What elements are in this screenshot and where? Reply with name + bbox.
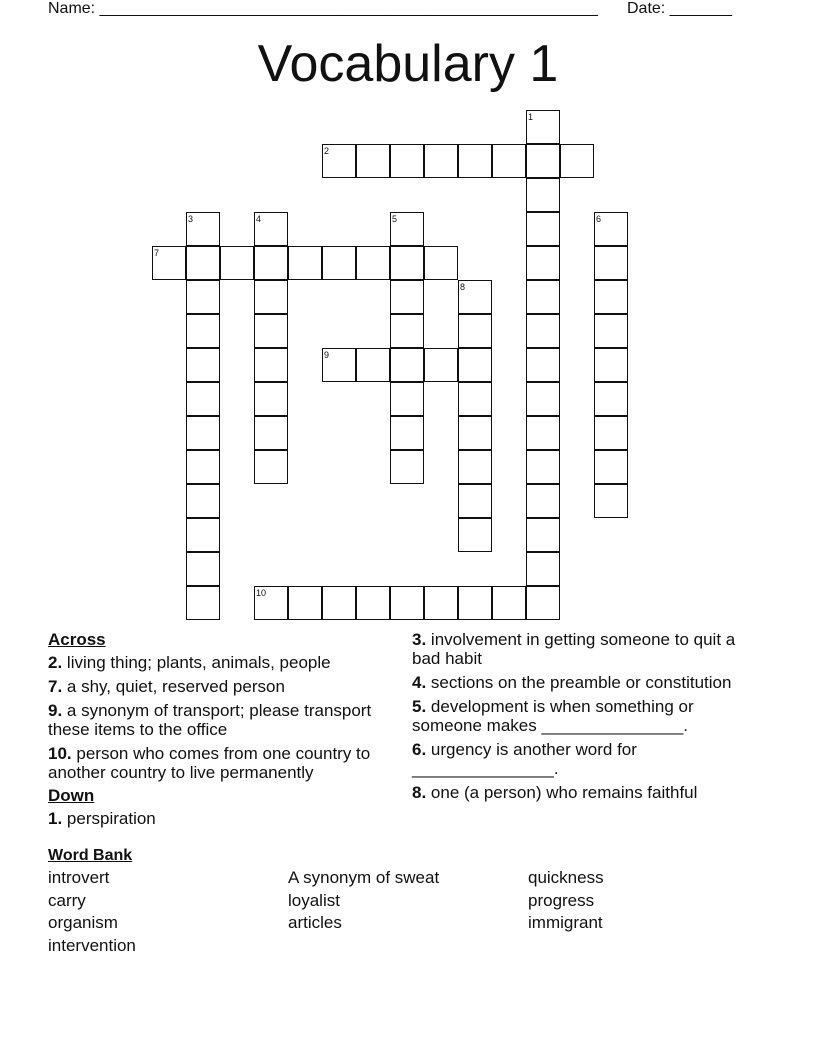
crossword-cell[interactable] [492, 586, 526, 620]
down-clue-4: 4. sections on the preamble or constitution [412, 673, 732, 692]
crossword-cell[interactable] [594, 416, 628, 450]
crossword-cell[interactable] [526, 518, 560, 552]
crossword-cell[interactable] [322, 246, 356, 280]
crossword-cell[interactable] [526, 246, 560, 280]
crossword-cell[interactable] [526, 314, 560, 348]
crossword-cell[interactable] [526, 212, 560, 246]
crossword-cell[interactable] [254, 382, 288, 416]
word-bank-item: organism [48, 913, 118, 932]
crossword-cell[interactable] [458, 586, 492, 620]
cell-number: 8 [460, 282, 466, 292]
cell-number: 10 [256, 588, 267, 598]
crossword-cell[interactable] [390, 586, 424, 620]
word-bank-item: articles [288, 913, 342, 932]
crossword-cell[interactable] [254, 246, 288, 280]
crossword-cell[interactable] [254, 348, 288, 382]
date-field-label: Date: _______ [627, 0, 732, 17]
crossword-cell[interactable] [356, 348, 390, 382]
crossword-cell[interactable] [254, 416, 288, 450]
crossword-cell[interactable] [322, 586, 356, 620]
crossword-cell[interactable] [458, 348, 492, 382]
crossword-cell[interactable] [254, 450, 288, 484]
cell-number: 6 [596, 214, 602, 224]
crossword-cell[interactable] [356, 246, 390, 280]
crossword-cell[interactable] [526, 416, 560, 450]
cell-number: 7 [154, 248, 160, 258]
crossword-cell[interactable] [390, 280, 424, 314]
word-bank-column-1 [48, 867, 136, 957]
across-clue-9: 9. a synonym of transport; please transport these items to the office [48, 701, 372, 739]
crossword-cell[interactable] [594, 246, 628, 280]
word-bank-heading: Word Bank [48, 847, 133, 864]
crossword-cell[interactable] [594, 314, 628, 348]
crossword-cell[interactable] [424, 246, 458, 280]
crossword-cell[interactable] [390, 382, 424, 416]
crossword-cell[interactable] [186, 450, 220, 484]
crossword-cell[interactable] [526, 144, 560, 178]
crossword-cell[interactable] [526, 450, 560, 484]
down-clue-1: 1. perspiration [48, 809, 156, 828]
down-clue-5: 5. development is when something or someone makes _______________. [412, 697, 694, 735]
word-bank-column-3 [528, 867, 604, 935]
down-clue-6: 6. urgency is another word for _______________. [412, 740, 637, 778]
crossword-cell[interactable] [390, 416, 424, 450]
cell-number: 4 [256, 214, 262, 224]
word-bank-item: A synonym of sweat [288, 868, 440, 887]
crossword-cell[interactable] [390, 144, 424, 178]
crossword-cell[interactable] [390, 246, 424, 280]
crossword-cell[interactable] [594, 450, 628, 484]
word-bank-item: carry [48, 890, 86, 910]
word-bank-item: loyalist [288, 890, 340, 910]
cell-number: 3 [188, 214, 194, 224]
crossword-cell[interactable] [526, 178, 560, 212]
crossword-cell[interactable] [254, 314, 288, 348]
word-bank-item: quickness [528, 868, 604, 887]
cell-number: 1 [528, 112, 534, 122]
cell-number: 5 [392, 214, 398, 224]
crossword-cell[interactable] [288, 246, 322, 280]
crossword-cell[interactable] [458, 484, 492, 518]
across-heading: Across [48, 630, 106, 649]
crossword-cell[interactable] [186, 246, 220, 280]
crossword-cell[interactable] [458, 518, 492, 552]
crossword-cell[interactable] [186, 416, 220, 450]
crossword-cell[interactable] [390, 450, 424, 484]
word-bank-item: progress [528, 890, 595, 910]
crossword-cell[interactable] [186, 314, 220, 348]
down-clue-8: 8. one (a person) who remains faithful [412, 783, 698, 802]
crossword-cell[interactable] [390, 314, 424, 348]
clues-left-column [48, 630, 398, 833]
crossword-cell[interactable] [458, 314, 492, 348]
crossword-cell[interactable] [288, 586, 322, 620]
down-clue-3: 3. involvement in getting someone to quit a bad habit [412, 630, 736, 668]
crossword-cell[interactable] [186, 586, 220, 620]
crossword-cell[interactable] [424, 348, 458, 382]
page-title: Vocabulary 1 [257, 35, 559, 93]
word-bank-item: introvert [48, 868, 110, 887]
crossword-cell[interactable] [594, 348, 628, 382]
crossword-cell[interactable] [458, 450, 492, 484]
across-clue-7: 7. a shy, quiet, reserved person [48, 677, 285, 696]
crossword-cell[interactable] [424, 144, 458, 178]
crossword-cell[interactable] [220, 246, 254, 280]
across-clue-2: 2. living thing; plants, animals, people [48, 653, 331, 672]
crossword-cell[interactable] [594, 382, 628, 416]
crossword-cell[interactable] [458, 382, 492, 416]
cell-number: 2 [324, 146, 330, 156]
crossword-cell[interactable] [560, 144, 594, 178]
crossword-cell[interactable] [458, 144, 492, 178]
crossword-cell[interactable] [186, 348, 220, 382]
crossword-cell[interactable] [526, 484, 560, 518]
word-bank-column-2 [288, 867, 439, 935]
crossword-cell[interactable] [526, 348, 560, 382]
crossword-cell[interactable] [356, 144, 390, 178]
crossword-cell[interactable] [526, 280, 560, 314]
crossword-cell[interactable] [356, 586, 390, 620]
crossword-cell[interactable] [186, 382, 220, 416]
crossword-cell[interactable] [424, 586, 458, 620]
crossword-cell[interactable] [594, 484, 628, 518]
crossword-cell[interactable] [254, 280, 288, 314]
crossword-cell[interactable] [186, 518, 220, 552]
crossword-cell[interactable] [458, 416, 492, 450]
word-bank-item: immigrant [528, 913, 603, 932]
name-field-label: Name: ________________________________________________________ [48, 0, 598, 17]
crossword-cell[interactable] [526, 586, 560, 620]
clues-right-column [412, 630, 752, 807]
crossword-cell[interactable] [186, 484, 220, 518]
crossword-cell[interactable] [186, 552, 220, 586]
word-bank-item: intervention [48, 935, 136, 955]
crossword-cell[interactable] [526, 552, 560, 586]
crossword-cell[interactable] [186, 280, 220, 314]
crossword-cell[interactable] [492, 144, 526, 178]
crossword-cell[interactable] [390, 348, 424, 382]
cell-number: 9 [324, 350, 330, 360]
crossword-cell[interactable] [594, 280, 628, 314]
across-clue-10: 10. person who comes from one country to another country to live permanently [48, 744, 371, 782]
down-heading: Down [48, 786, 95, 805]
crossword-cell[interactable] [526, 382, 560, 416]
